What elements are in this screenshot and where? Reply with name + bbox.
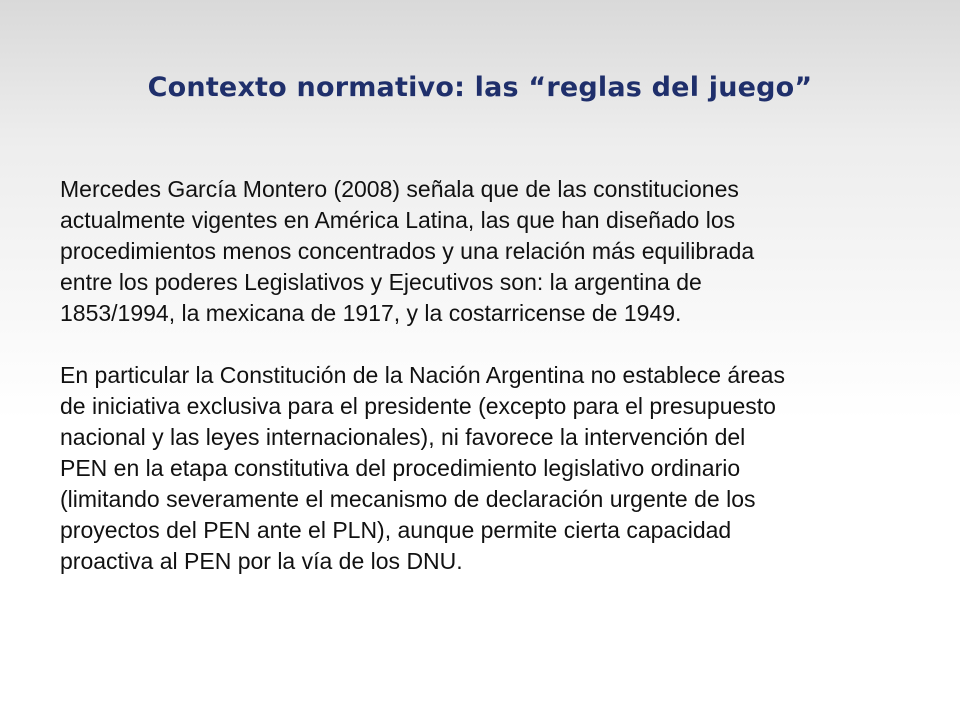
paragraph-constitucion-argentina: En particular la Constitución de la Nación Argentina no establece áreas de iniciativa exclusiva para el presidente (excepto para el presupuesto nacional y las leyes internacionales), ni favorece la intervención del PEN en la etapa constitutiva del procedimiento legislativo ordinario (limitando severamente el mecanismo de declaración urgente de los proyectos del PEN ante el PLN), aunque permite cierta capacidad proactiva al PEN por la vía de los DNU. (60, 362, 785, 574)
slide-body (60, 174, 910, 577)
slide-title: Contexto normativo: las “reglas del juego” (147, 72, 813, 103)
paragraph-garcia-montero: Mercedes García Montero (2008) señala que de las constituciones actualmente vigentes en América Latina, las que han diseñado los procedimientos menos concentrados y una relación más equilibrada entre los poderes Legislativos y Ejecutivos son: la argentina de 1853/1994, la mexicana de 1917, y la costarricense de 1949. (60, 176, 755, 326)
